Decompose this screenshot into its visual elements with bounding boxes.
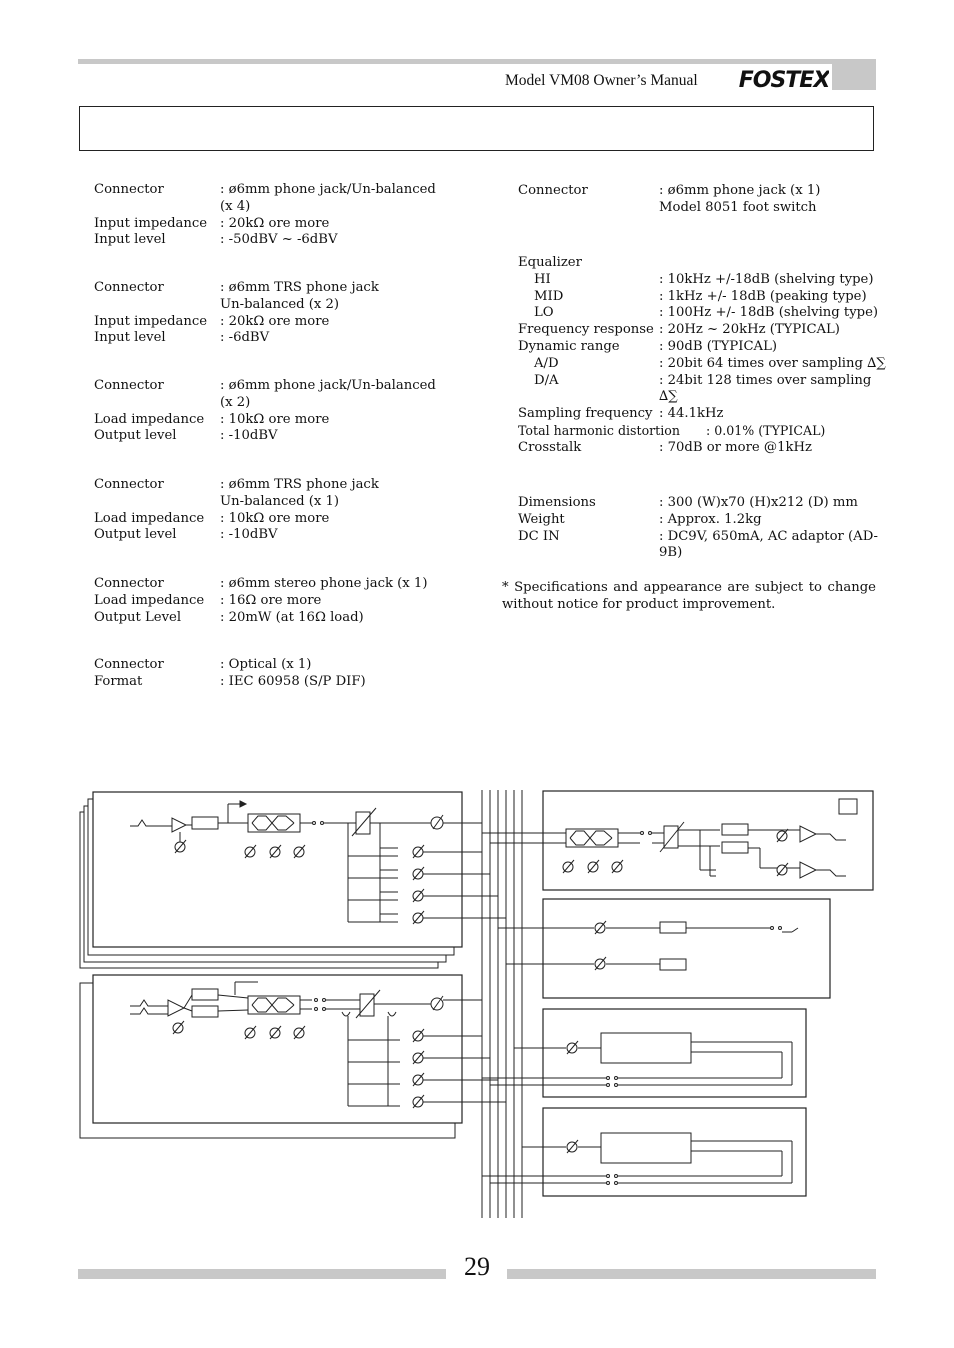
- da-converter-box: [722, 842, 748, 853]
- effect-section-2: [482, 1108, 806, 1196]
- aux-master-section: [498, 899, 830, 998]
- spec-row: Input level : -50dBV ~ -6dBV: [94, 232, 338, 248]
- spec-row: (x 4): [220, 198, 251, 214]
- spec-row: Input level : -6dBV: [94, 330, 270, 346]
- spec-row: Model 8051 foot switch: [659, 199, 817, 215]
- spec-row: Connector : ø6mm phone jack/Un-balanced: [94, 378, 436, 393]
- spec-row: ∆∑: [659, 389, 678, 405]
- effect-processor-box: [601, 1033, 691, 1063]
- footer-rule-left: [78, 1269, 446, 1279]
- da-converter-box: [722, 824, 748, 835]
- spec-row: Format : IEC 60958 (S/P DIF): [94, 673, 366, 689]
- logo-wordmark: FOSTEX: [739, 68, 829, 91]
- spec-row: (x 2): [220, 394, 251, 410]
- spec-row: Equalizer: [518, 255, 582, 270]
- spec-row: Output Level : 20mW (at 16Ω load): [94, 609, 364, 625]
- spec-row: Output level : -10dBV: [94, 527, 278, 543]
- footer-rule-right: [507, 1269, 876, 1279]
- mix-buses: [482, 790, 522, 1218]
- spec-row: 9B): [659, 545, 683, 561]
- stereo-channel-stack: [80, 975, 506, 1138]
- spec-row: Connector : ø6mm TRS phone jack: [94, 280, 379, 295]
- manual-title: Model VM08 Owner’s Manual: [505, 72, 698, 89]
- spec-row: Weight : Approx. 1.2kg: [518, 511, 762, 527]
- spec-row: MID : 1kHz +/- 18dB (peaking type): [534, 288, 867, 304]
- spec-row: Sampling frequency : 44.1kHz: [518, 406, 724, 422]
- spec-row: Input impedance : 20kΩ ore more: [94, 313, 330, 329]
- spec-row: Load impedance : 10kΩ ore more: [94, 510, 330, 526]
- spec-row: A/D : 20bit 64 times over sampling ∆∑: [534, 355, 886, 371]
- spec-row: Dimensions : 300 (W)x70 (H)x212 (D) mm: [518, 495, 858, 510]
- spec-row: Connector : ø6mm phone jack/Un-balanced: [94, 182, 436, 197]
- effect-processor-box: [601, 1133, 691, 1163]
- spec-row: Connector : ø6mm TRS phone jack: [94, 477, 379, 492]
- mono-channel-stack: [80, 792, 506, 968]
- spec-row: Total harmonic distortion : 0.01% (TYPICAL): [518, 422, 826, 438]
- page-number: 29: [464, 1252, 490, 1281]
- eq-block: [566, 829, 618, 847]
- spec-row: Dynamic range : 90dB (TYPICAL): [518, 338, 777, 354]
- spec-row: Load impedance : 10kΩ ore more: [94, 411, 330, 427]
- spec-row: Connector : ø6mm phone jack (x 1): [518, 183, 821, 198]
- indicator-box: [839, 799, 857, 814]
- ad-converter-box: [192, 1006, 218, 1017]
- ad-converter-box: [192, 989, 218, 1000]
- spec-row: Output level : -10dBV: [94, 428, 278, 444]
- eq-block: [248, 814, 300, 832]
- spec-row: DC IN : DC9V, 650mA, AC adaptor (AD-: [518, 528, 878, 544]
- ad-converter-box: [192, 817, 218, 829]
- spec-row: Load impedance : 16Ω ore more: [94, 592, 322, 608]
- spec-row: Un-balanced (x 2): [220, 296, 340, 312]
- master-section: [482, 791, 873, 890]
- spec-row: HI : 10kHz +/-18dB (shelving type): [534, 271, 874, 287]
- spec-row: Connector : ø6mm stereo phone jack (x 1): [94, 576, 428, 591]
- spec-row: Frequency response : 20Hz ~ 20kHz (TYPICAL): [518, 322, 840, 338]
- effect-section-1: [482, 1009, 806, 1097]
- eq-block: [248, 996, 300, 1014]
- spec-row: Connector : Optical (x 1): [94, 657, 312, 672]
- spec-row: Crosstalk : 70dB or more @1kHz: [518, 439, 812, 455]
- spec-row: D/A : 24bit 128 times over sampling: [534, 372, 872, 388]
- spec-row: Un-balanced (x 1): [220, 493, 340, 509]
- spec-row: LO : 100Hz +/- 18dB (shelving type): [534, 305, 879, 321]
- spec-row: Input impedance : 20kΩ ore more: [94, 215, 330, 231]
- disclaimer-note: * Specifications and appearance are subject to change without notice for product improvement.: [502, 580, 876, 612]
